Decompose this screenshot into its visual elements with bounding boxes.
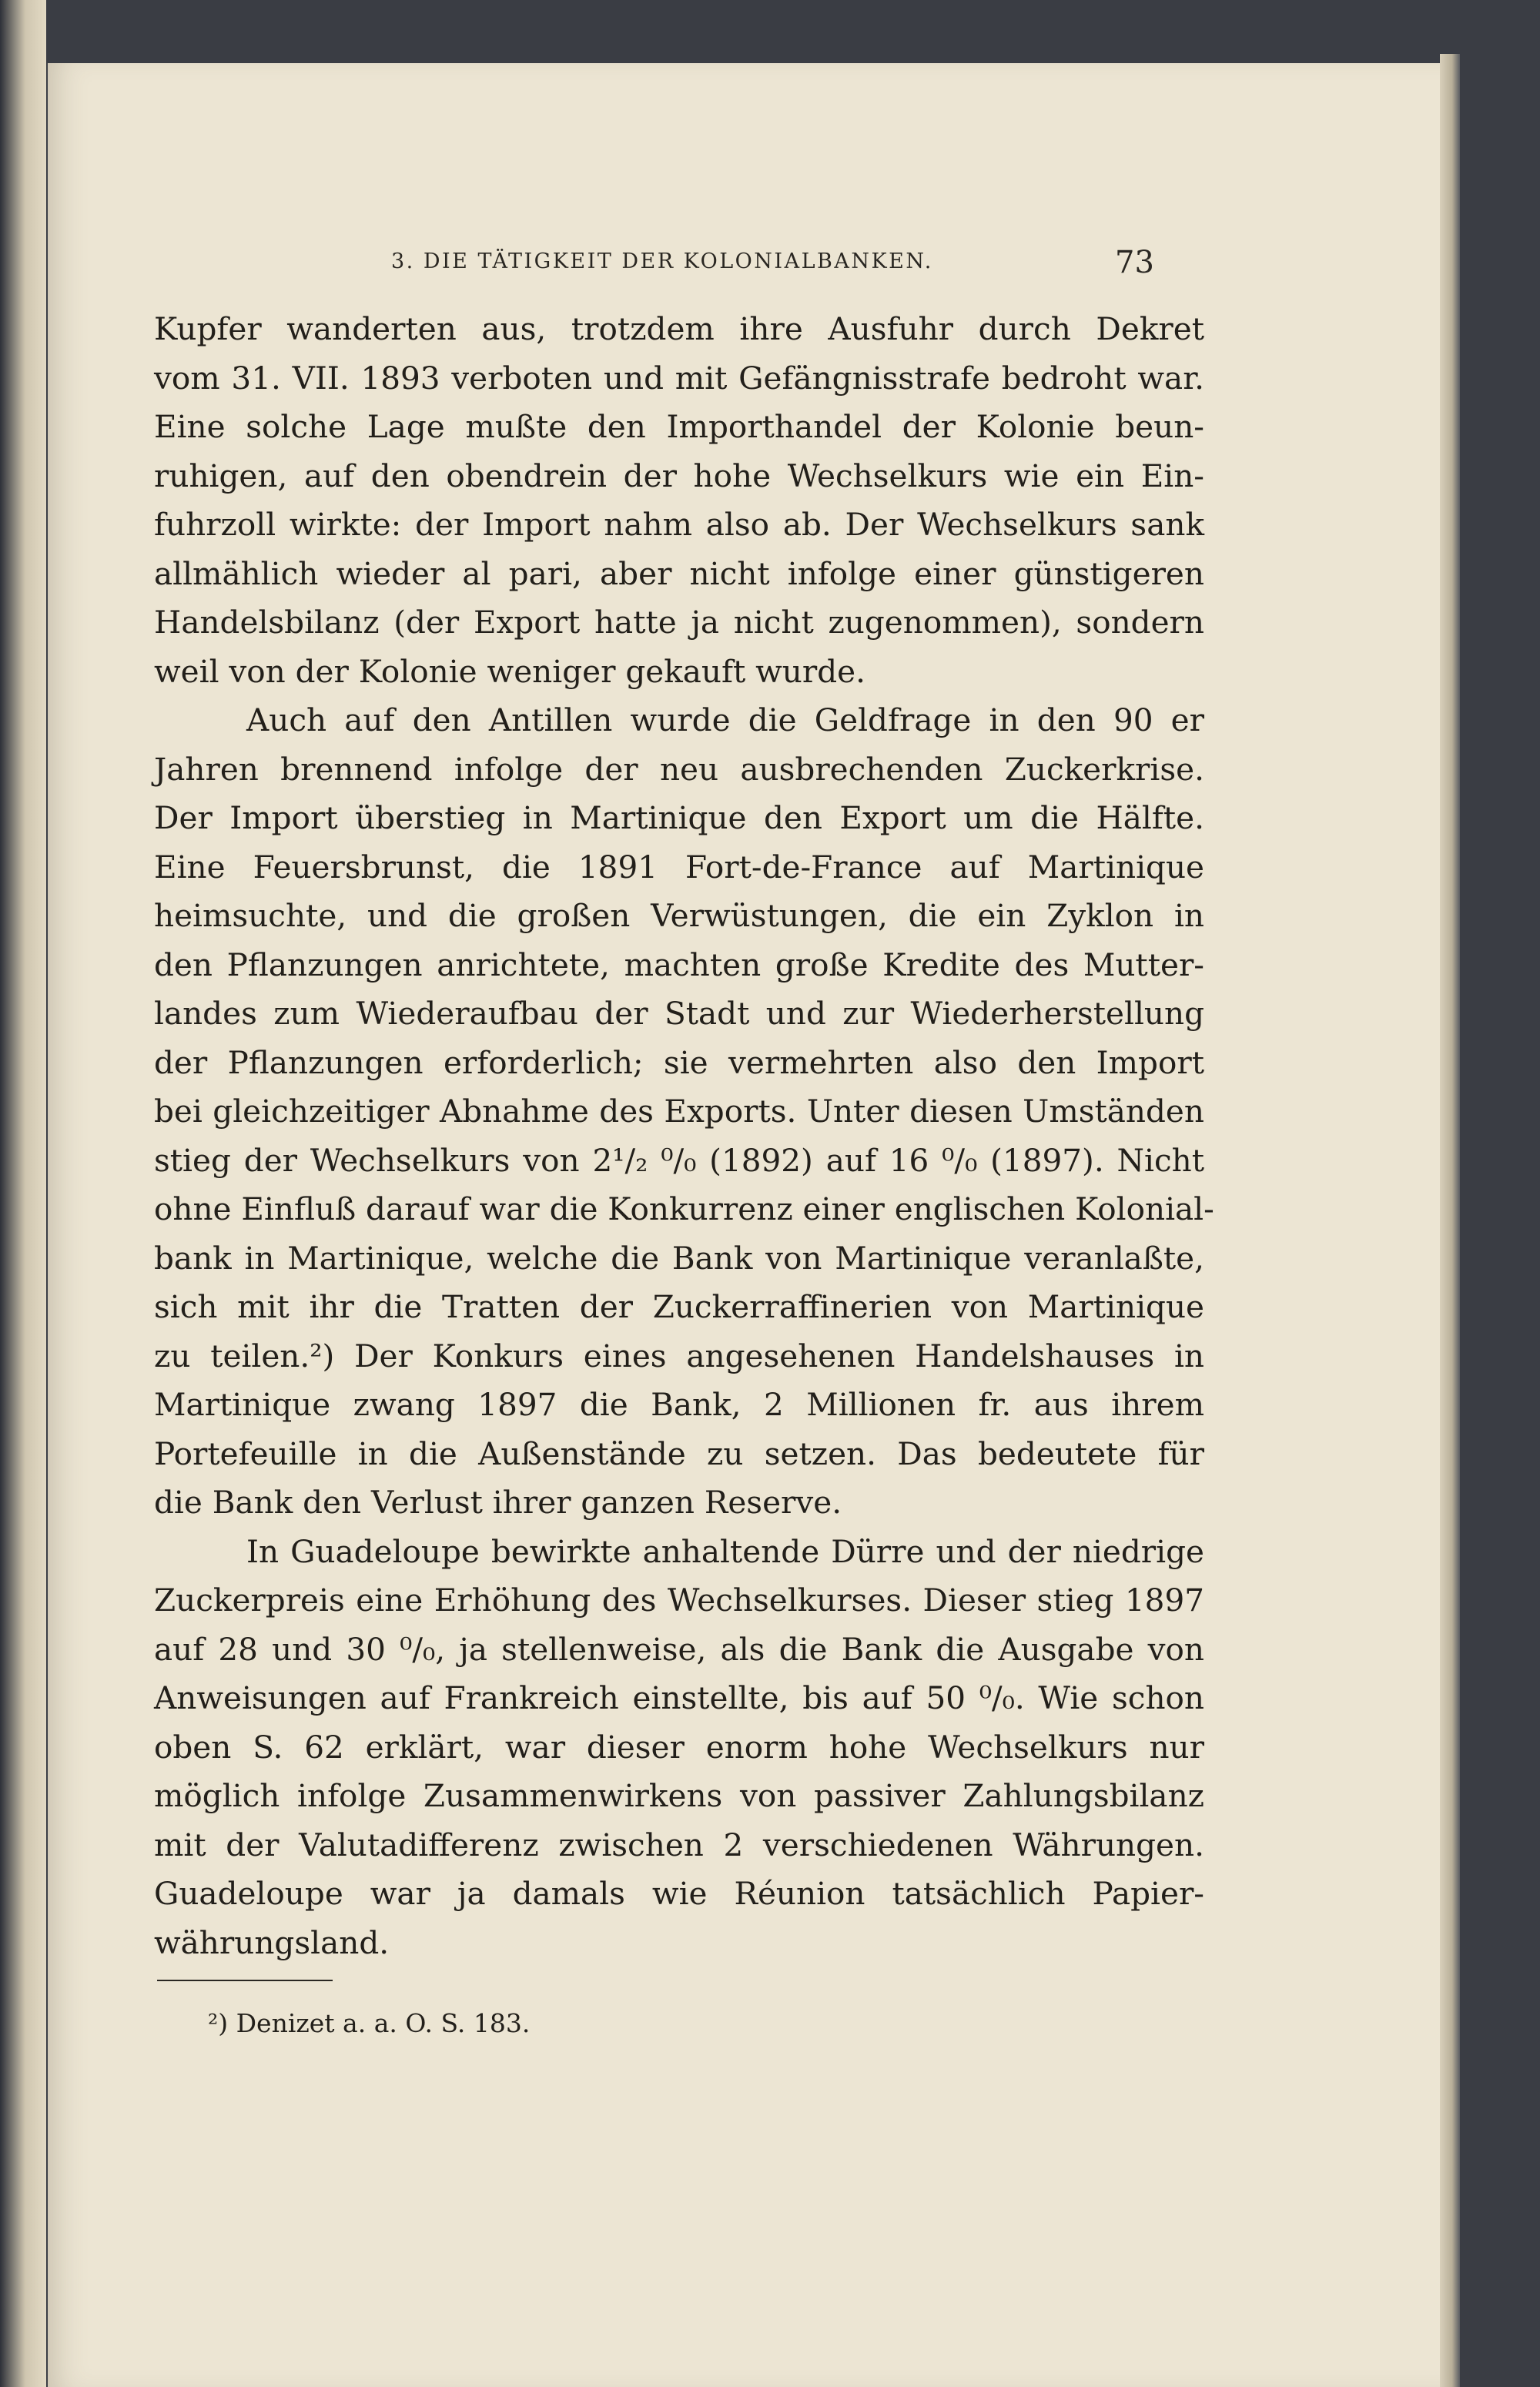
text-line: Anweisungen auf Frankreich einstellte, bis auf 50 ⁰/₀. Wie schon: [154, 1679, 1204, 1716]
footnote-rule: [157, 1980, 333, 1981]
text-line: heimsuchte, und die großen Verwüstungen, die ein Zyklon in: [154, 897, 1204, 934]
running-title: 3. DIE TÄTIGKEIT DER KOLONIALBANKEN.: [391, 249, 933, 273]
text-line: ruhigen, auf den obendrein der hohe Wechselkurs wie ein Ein-: [154, 457, 1204, 494]
text-line: sich mit ihr die Tratten der Zuckerraffinerien von Martinique: [154, 1288, 1204, 1325]
text-line: bank in Martinique, welche die Bank von Martinique veranlaßte,: [154, 1239, 1204, 1277]
text-line: landes zum Wiederaufbau der Stadt und zur Wiederherstellung: [154, 995, 1204, 1032]
facing-page-edge: [0, 0, 46, 2387]
text-line: Zuckerpreis eine Erhöhung des Wechselkurses. Dieser stieg 1897: [154, 1582, 1204, 1619]
text-line: möglich infolge Zusammenwirkens von passiver Zahlungsbilanz: [154, 1777, 1204, 1814]
text-line: Guadeloupe war ja damals wie Réunion tatsächlich Papier-: [154, 1875, 1204, 1912]
text-line: Der Import überstieg in Martinique den Export um die Hälfte.: [154, 799, 1204, 836]
running-head: [0, 245, 1540, 291]
text-line: stieg der Wechselkurs von 2¹/₂ ⁰/₀ (1892) auf 16 ⁰/₀ (1897). Nicht: [154, 1141, 1204, 1179]
text-line: Martinique zwang 1897 die Bank, 2 Millionen fr. aus ihrem: [154, 1386, 1204, 1423]
text-line: mit der Valutadifferenz zwischen 2 verschiedenen Währungen.: [154, 1826, 1204, 1863]
text-line: währungsland.: [154, 1923, 390, 1961]
text-line: Eine Feuersbrunst, die 1891 Fort-de-France auf Martinique: [154, 848, 1204, 886]
text-line: Kupfer wanderten aus, trotzdem ihre Ausfuhr durch Dekret: [154, 310, 1204, 347]
text-line: Portefeuille in die Außenstände zu setzen. Das bedeutete für: [154, 1435, 1204, 1472]
text-line: ohne Einfluß darauf war die Konkurrenz einer englischen Kolonial-: [154, 1190, 1214, 1227]
text-line: oben S. 62 erklärt, war dieser enorm hohe Wechselkurs nur: [154, 1728, 1204, 1766]
page-number: 73: [1115, 245, 1154, 280]
text-line: bei gleichzeitiger Abnahme des Exports. Unter diesen Umständen: [154, 1093, 1204, 1130]
text-line: auf 28 und 30 ⁰/₀, ja stellenweise, als die Bank die Ausgabe von: [154, 1630, 1204, 1668]
text-line: Jahren brennend infolge der neu ausbrechenden Zuckerkrise.: [154, 750, 1204, 788]
text-line: fuhrzoll wirkte: der Import nahm also ab. Der Wechselkurs sank: [154, 506, 1204, 543]
body-text: [154, 305, 1214, 1967]
text-line: In Guadeloupe bewirkte anhaltende Dürre und der niedrige: [246, 1532, 1204, 1570]
page-stack-edge: [1440, 54, 1460, 2387]
text-line: Auch auf den Antillen wurde die Geldfrage in den 90 er: [246, 701, 1204, 738]
text-line: weil von der Kolonie weniger gekauft wurde.: [154, 652, 866, 690]
text-line: allmählich wieder al pari, aber nicht infolge einer günstigeren: [154, 554, 1204, 592]
text-line: Handelsbilanz (der Export hatte ja nicht zugenommen), sondern: [154, 604, 1204, 641]
text-line: die Bank den Verlust ihrer ganzen Reserve.: [154, 1484, 842, 1521]
text-line: der Pflanzungen erforderlich; sie vermehrten also den Import: [154, 1043, 1204, 1081]
text-line: den Pflanzungen anrichtete, machten große Kredite des Mutter-: [154, 946, 1204, 983]
text-line: vom 31. VII. 1893 verboten und mit Gefängnisstrafe bedroht war.: [154, 359, 1204, 397]
text-line: Eine solche Lage mußte den Importhandel der Kolonie beun-: [154, 408, 1204, 445]
footnote: ²) Denizet a. a. O. S. 183.: [208, 2008, 531, 2038]
text-line: zu teilen.²) Der Konkurs eines angesehenen Handelshauses in: [154, 1337, 1204, 1374]
